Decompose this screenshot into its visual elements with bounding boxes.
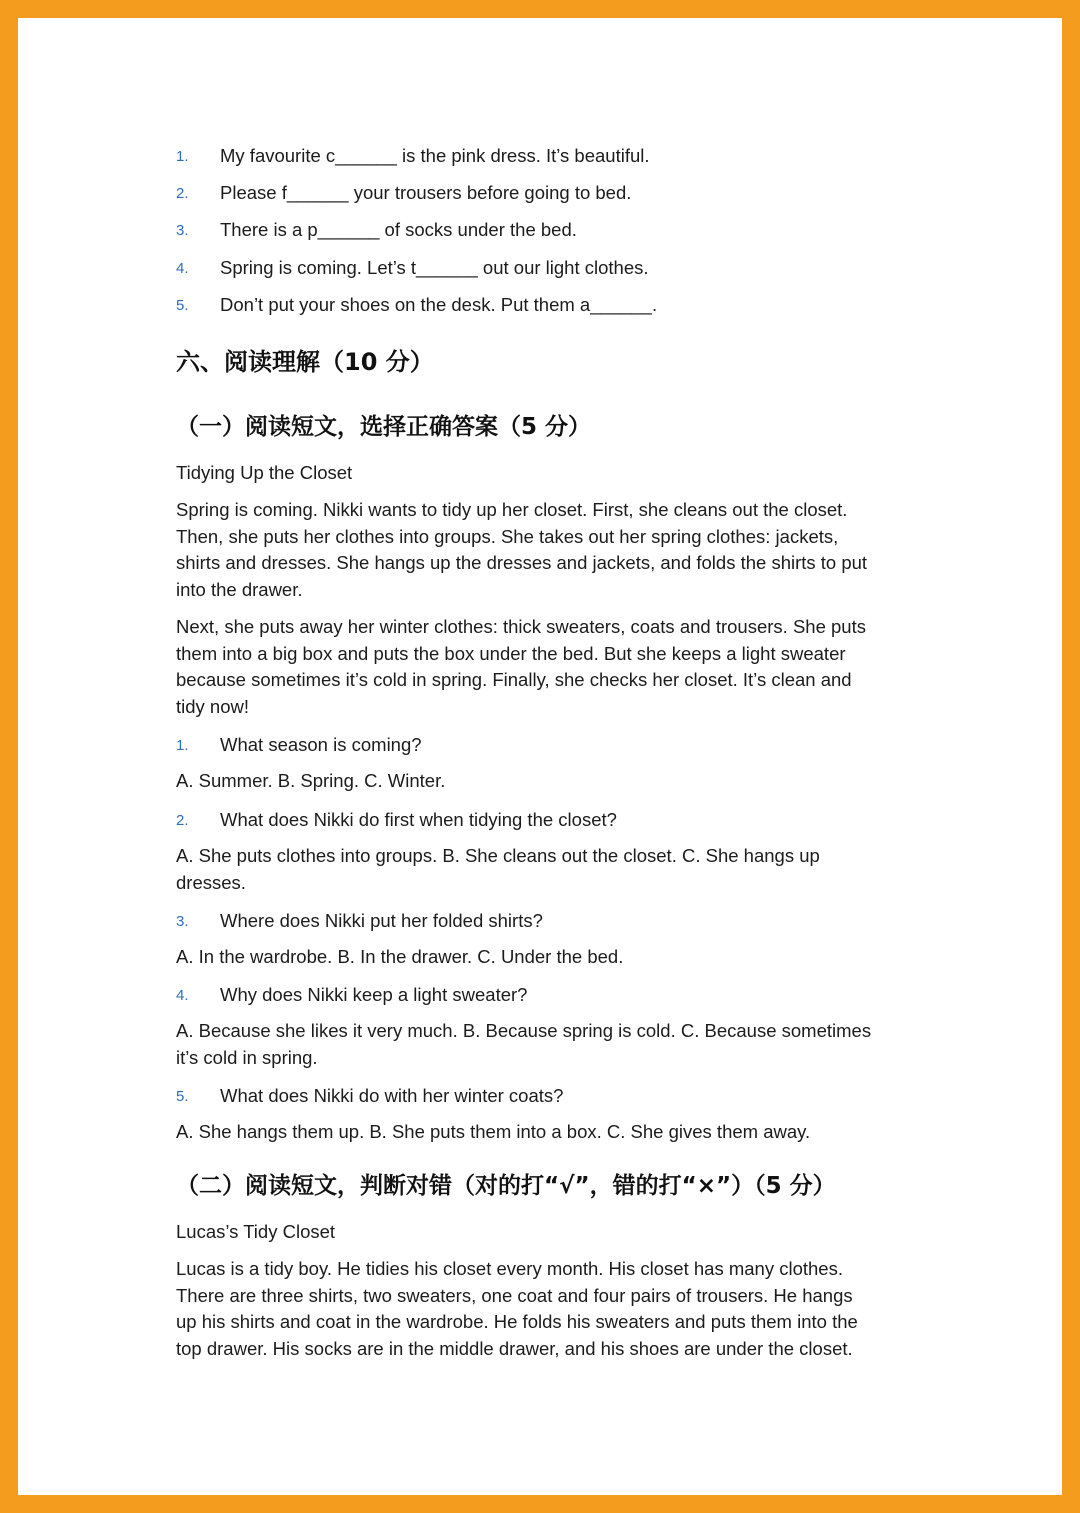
text-line: Lucas is a tidy boy. He tidies his closet every month. His closet has many clothes. [176, 1258, 843, 1279]
document-page [18, 18, 1062, 1495]
section-heading: 六、阅读理解（10 分） [176, 348, 434, 376]
passage-title: Lucas’s Tidy Closet [176, 1221, 336, 1242]
subsection-heading: （二）阅读短文，判断对错（对的打“√”，错的打“×”）（5 分） [176, 1173, 836, 1199]
question-text: What does Nikki do first when tidying the closet? [220, 809, 617, 830]
list-item [176, 142, 906, 170]
passage-paragraph [176, 1256, 906, 1362]
text-line: them into a big box and puts the box under the bed. But she keeps a light sweater [176, 642, 846, 664]
answer-options [176, 944, 906, 971]
text-line: top drawer. His socks are in the middle drawer, and his shoes are under the closet. [176, 1337, 853, 1359]
text-line: Then, she puts her clothes into groups. She takes out her spring clothes: jackets, [176, 525, 839, 547]
list-item [176, 216, 906, 244]
list-item [176, 291, 906, 319]
question-text: Why does Nikki keep a light sweater? [220, 984, 528, 1005]
question-text: Where does Nikki put her folded shirts? [220, 910, 543, 931]
item-number: 2. [176, 185, 189, 202]
passage-paragraph [176, 614, 906, 720]
options-line: A. She hangs them up. B. She puts them into a box. C. She gives them away. [176, 1121, 811, 1142]
item-text: Please f______ your trousers before going to bed. [220, 182, 632, 203]
text-line: There are three shirts, two sweaters, one coat and four pairs of trousers. He hangs [176, 1284, 853, 1306]
item-number: 3. [176, 222, 189, 239]
item-text: Don’t put your shoes on the desk. Put them a______. [220, 294, 658, 315]
question-number: 5. [176, 1088, 189, 1105]
list-item [176, 179, 906, 207]
passage-title: Tidying Up the Closet [176, 462, 353, 483]
text-line: tidy now! [176, 695, 250, 717]
item-text: My favourite c______ is the pink dress. It’s beautiful. [220, 145, 650, 166]
question-item [176, 731, 906, 759]
text-line: up his shirts and coat in the wardrobe. He folds his sweaters and puts them into the [176, 1311, 858, 1333]
options-line: A. Because she likes it very much. B. Because spring is cold. C. Because sometimes [176, 1020, 872, 1041]
passage-paragraph [176, 497, 906, 603]
question-number: 1. [176, 737, 189, 754]
options-line: A. Summer. B. Spring. C. Winter. [176, 770, 446, 791]
answer-options [176, 843, 906, 896]
question-number: 2. [176, 812, 189, 829]
text-line: into the drawer. [176, 578, 303, 600]
question-text: What season is coming? [220, 734, 422, 755]
question-number: 3. [176, 913, 189, 930]
text-line: Spring is coming. Nikki wants to tidy up her closet. First, she cleans out the closet. [176, 499, 848, 520]
question-item [176, 981, 906, 1009]
question-text: What does Nikki do with her winter coats? [220, 1085, 564, 1106]
question-item [176, 806, 906, 834]
answer-options [176, 768, 906, 795]
text-line: because sometimes it’s cold in spring. Finally, she checks her closet. It’s clean and [176, 669, 852, 691]
item-number: 5. [176, 297, 189, 314]
item-number: 4. [176, 260, 189, 277]
list-item [176, 254, 906, 282]
answer-options [176, 1119, 906, 1146]
options-line: dresses. [176, 871, 246, 893]
subsection-heading: （一）阅读短文，选择正确答案（5 分） [176, 414, 592, 440]
text-line: Next, she puts away her winter clothes: thick sweaters, coats and trousers. She puts [176, 616, 866, 637]
item-number: 1. [176, 148, 189, 165]
options-line: A. She puts clothes into groups. B. She cleans out the closet. C. She hangs up [176, 845, 820, 866]
question-item [176, 907, 906, 935]
options-line: A. In the wardrobe. B. In the drawer. C. Under the bed. [176, 946, 624, 967]
item-text: Spring is coming. Let’s t______ out our light clothes. [220, 257, 649, 278]
text-line: shirts and dresses. She hangs up the dresses and jackets, and folds the shirts to put [176, 552, 868, 574]
item-text: There is a p______ of socks under the bed. [220, 219, 577, 240]
question-number: 4. [176, 987, 189, 1004]
question-item [176, 1082, 906, 1110]
options-line: it’s cold in spring. [176, 1046, 318, 1068]
answer-options [176, 1018, 906, 1071]
